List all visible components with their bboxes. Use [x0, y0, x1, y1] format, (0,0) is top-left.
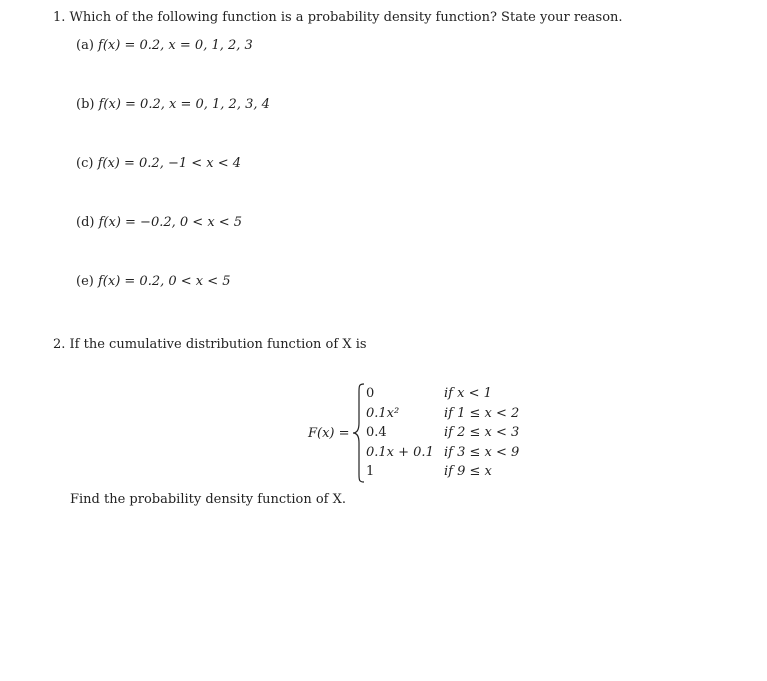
cdf-value: 0: [366, 386, 375, 401]
left-brace: [352, 383, 366, 483]
question-2-text: 2. If the cumulative distribution function of X is: [53, 337, 367, 352]
part-expression: f(x) = −0.2, 0 < x < 5: [98, 215, 243, 230]
part-label: (a): [76, 38, 94, 53]
question-1-part-a: [76, 38, 253, 53]
question-2-find-text: Find the probability density function of X.: [70, 492, 346, 507]
cdf-condition: if 1 ≤ x < 2: [444, 405, 520, 421]
part-label: (c): [76, 156, 94, 171]
cdf-lhs: F(x) =: [308, 426, 350, 441]
question-1-part-e: [76, 274, 231, 289]
cdf-conditions-column: [444, 386, 519, 484]
question-1-text: 1. Which of the following function is a probability density function? State your reason.: [53, 10, 623, 25]
part-expression: f(x) = 0.2, x = 0, 1, 2, 3, 4: [98, 97, 270, 112]
part-label: (e): [76, 274, 94, 289]
cdf-condition: if x < 1: [444, 386, 492, 401]
part-label: (d): [76, 215, 95, 230]
question-1-part-d: [76, 215, 242, 230]
cdf-value: 1: [366, 464, 375, 479]
cdf-value: 0.1x + 0.1: [366, 444, 434, 460]
part-expression: f(x) = 0.2, 0 < x < 5: [97, 274, 231, 289]
question-1-part-b: [76, 97, 270, 112]
cdf-value: 0.1x²: [366, 405, 400, 421]
part-expression: f(x) = 0.2, x = 0, 1, 2, 3: [98, 38, 253, 53]
part-expression: f(x) = 0.2, −1 < x < 4: [97, 156, 242, 171]
cdf-condition: if 3 ≤ x < 9: [444, 444, 520, 460]
cdf-condition: if 9 ≤ x: [444, 464, 492, 479]
cdf-value: 0.4: [366, 425, 387, 440]
cdf-values-column: [366, 386, 434, 484]
question-1-part-c: [76, 156, 241, 171]
cdf-condition: if 2 ≤ x < 3: [444, 425, 520, 440]
part-label: (b): [76, 97, 95, 112]
